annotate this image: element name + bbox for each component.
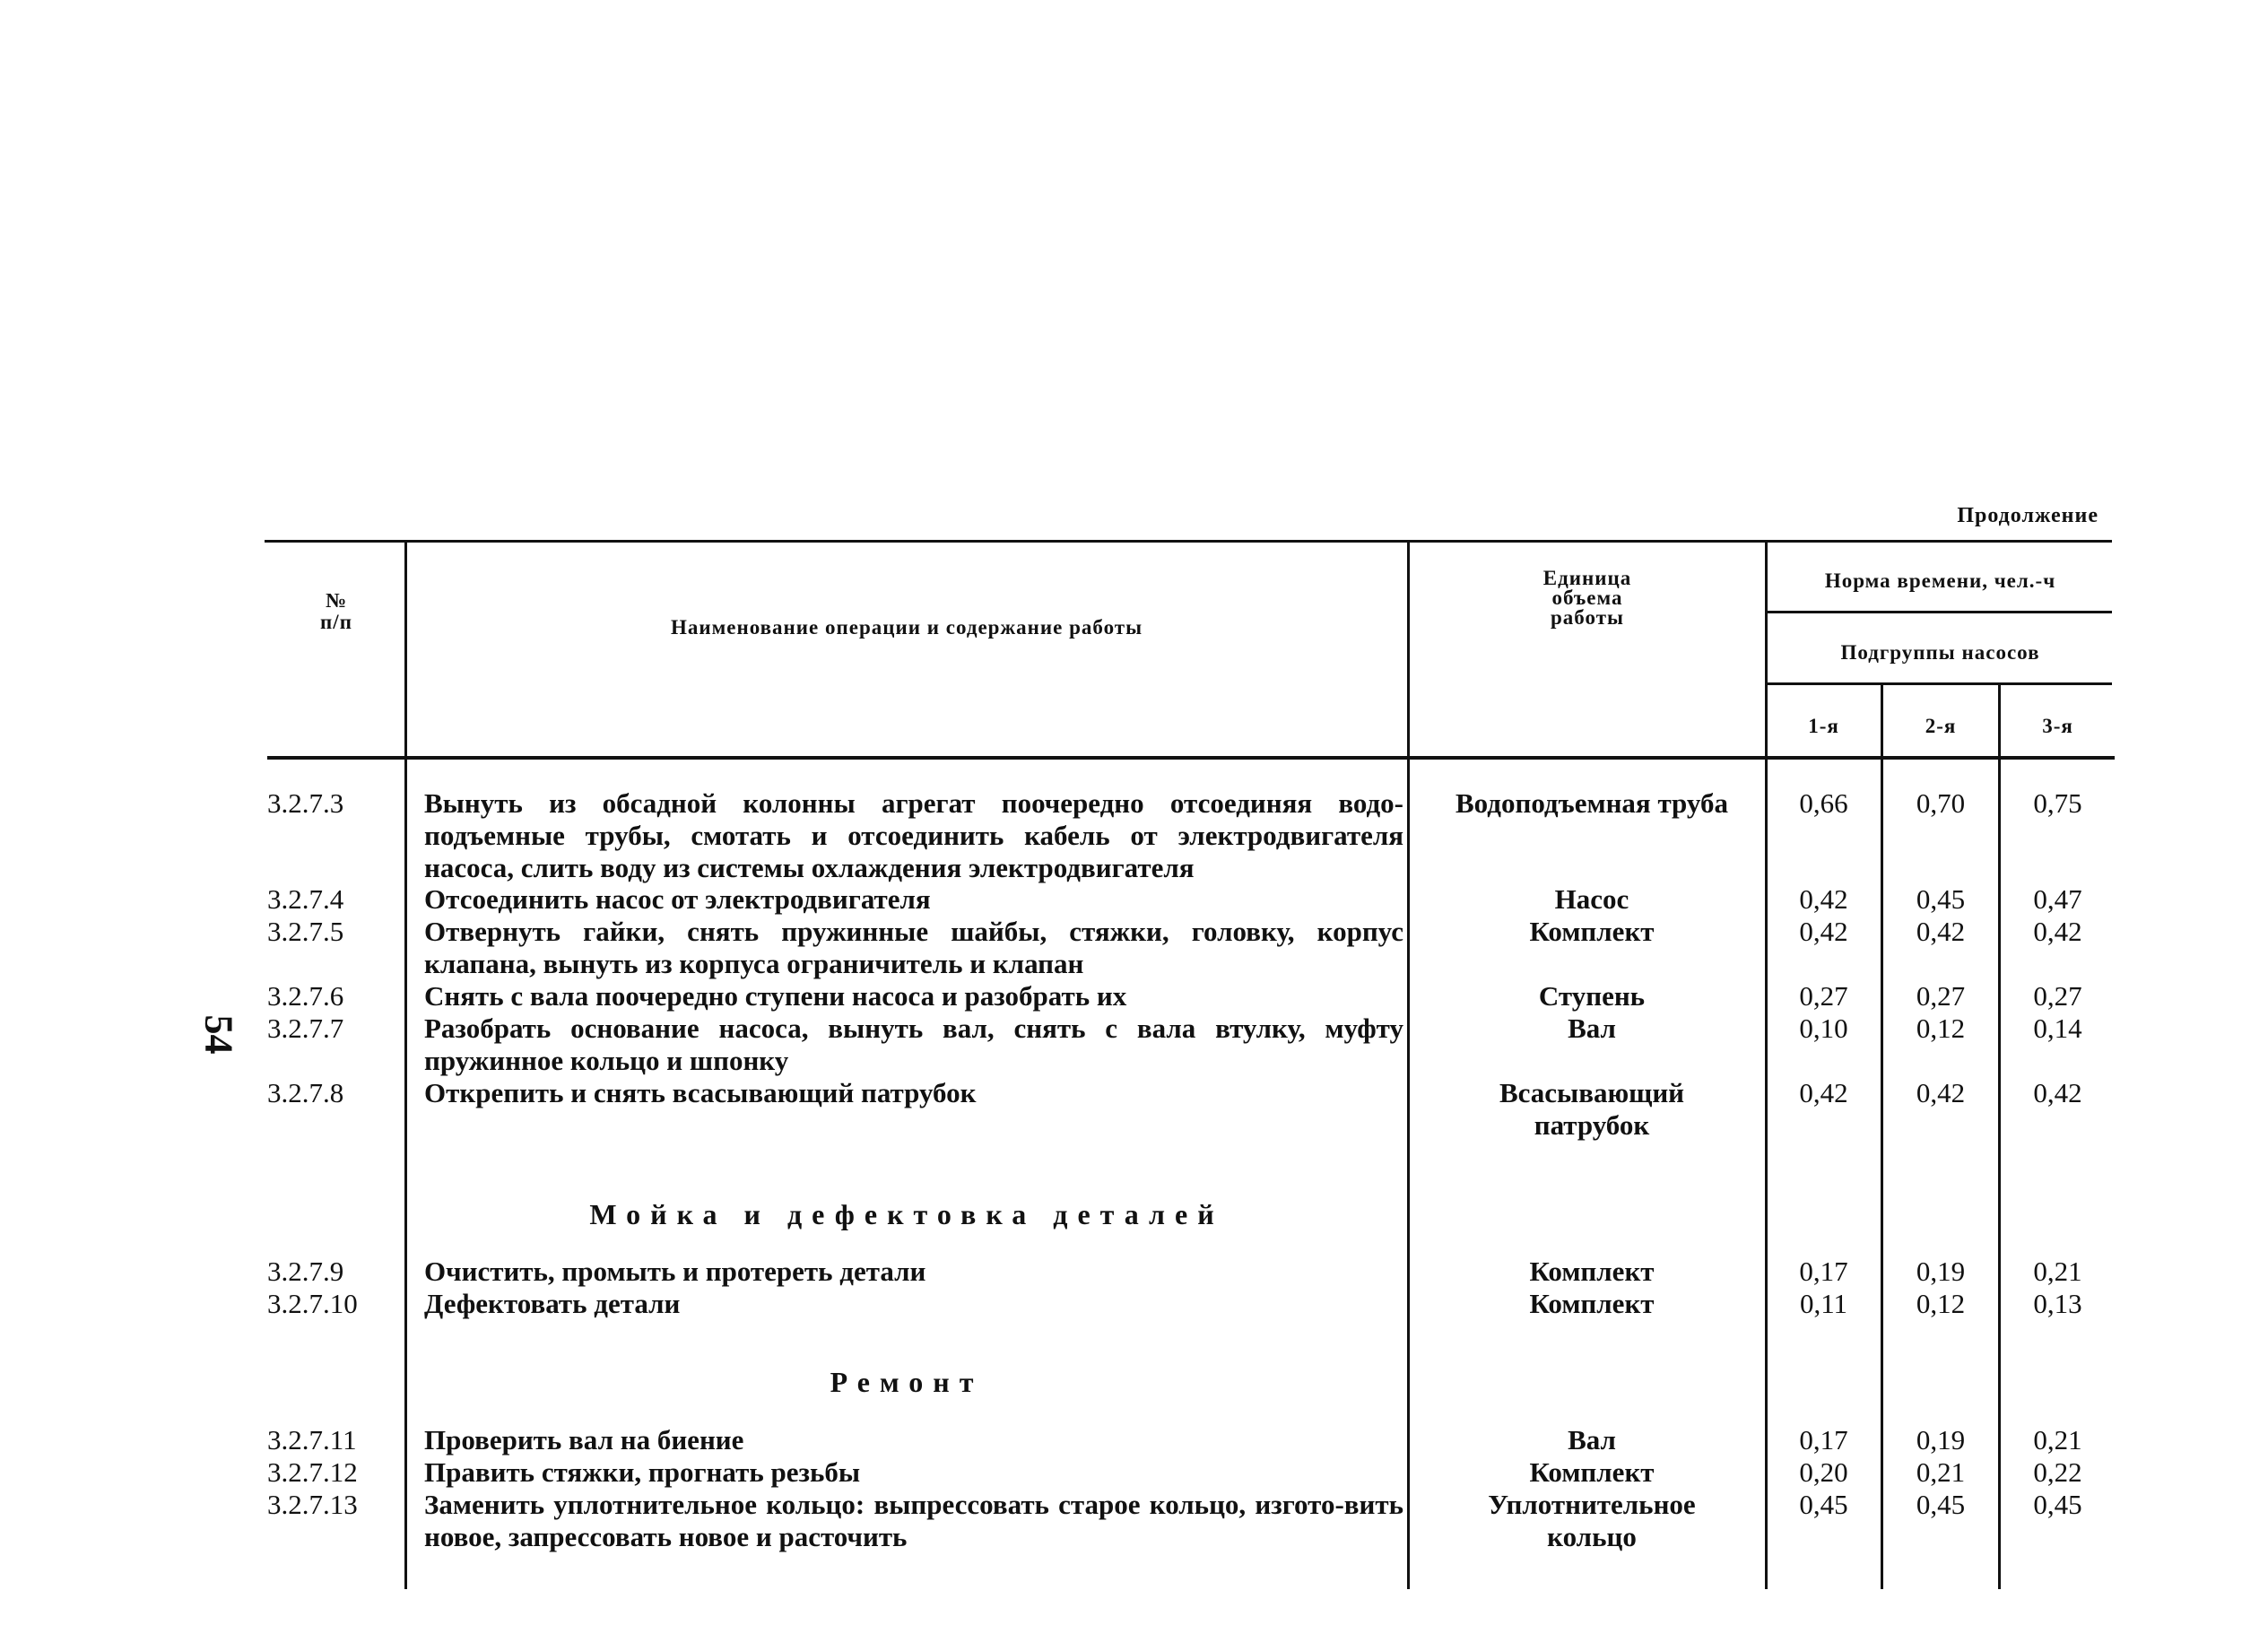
col-divider-1 (404, 540, 407, 1589)
continuation-label: Продолжение (1957, 504, 2099, 527)
header-norm: Норма времени, чел.-ч (1824, 569, 2056, 592)
row-unit: Комплект (1529, 916, 1655, 947)
row-number: 3.2.7.5 (267, 916, 344, 947)
row-number: 3.2.7.3 (267, 787, 344, 819)
row-value-1: 0,42 (1799, 883, 1848, 915)
row-value-2: 0,42 (1916, 1077, 1966, 1108)
row-number: 3.2.7.13 (267, 1489, 358, 1520)
row-value-2: 0,12 (1916, 1012, 1966, 1044)
row-value-2: 0,45 (1916, 883, 1966, 915)
row-value-3: 0,21 (2033, 1256, 2082, 1287)
row-unit: Уплотнительное кольцо (1488, 1489, 1696, 1552)
row-text: Открепить и снять всасывающий патрубок (424, 1077, 977, 1108)
header-bottom-rule (267, 756, 2115, 760)
row-number: 3.2.7.8 (267, 1077, 344, 1108)
row-text: Снять с вала поочередно ступени насоса и разобрать их (424, 980, 1127, 1012)
row-value-3: 0,42 (2033, 1077, 2082, 1108)
row-unit: Комплект (1529, 1288, 1655, 1319)
row-value-3: 0,14 (2033, 1012, 2082, 1044)
row-value-3: 0,22 (2033, 1456, 2082, 1488)
row-unit: Всасывающий патрубок (1499, 1077, 1685, 1141)
header-subgroups: Подгруппы насосов (1840, 641, 2040, 664)
row-text: Отсоединить насос от электродвигателя (424, 883, 931, 915)
row-value-2: 0,45 (1916, 1489, 1966, 1520)
row-text: Дефектовать детали (424, 1288, 681, 1319)
row-unit: Ступень (1538, 980, 1646, 1012)
row-value-3: 0,47 (2033, 883, 2082, 915)
table-top-rule (265, 540, 2112, 543)
row-value-2: 0,27 (1916, 980, 1966, 1012)
header-name: Наименование операции и содержание работы (670, 616, 1143, 639)
subgroup-rule (1765, 682, 2112, 685)
row-value-1: 0,42 (1799, 916, 1848, 947)
row-number: 3.2.7.11 (267, 1424, 357, 1455)
row-value-2: 0,70 (1916, 787, 1966, 819)
norm-rule (1765, 611, 2112, 613)
section-heading-wash: Мойка и дефектовка деталей (589, 1198, 1224, 1230)
header-group-3: 3-я (2042, 715, 2073, 737)
row-value-3: 0,21 (2033, 1424, 2082, 1455)
row-value-1: 0,17 (1799, 1424, 1848, 1455)
row-text: Вынуть из обсадной колонны агрегат поочередно отсоединяя водо-подъемные трубы, смотать и отсоединить кабель от электродвигателя насоса, слить воду из системы охлаждения электродвигателя (424, 787, 1403, 883)
row-text: Очистить, промыть и протереть детали (424, 1256, 926, 1287)
header-unit: Единица объема работы (1542, 567, 1632, 629)
header-num: № п/п (320, 589, 352, 633)
row-value-1: 0,10 (1799, 1012, 1848, 1044)
row-unit: Вал (1568, 1424, 1616, 1455)
row-value-2: 0,21 (1916, 1456, 1966, 1488)
row-unit: Вал (1568, 1012, 1616, 1044)
row-unit: Комплект (1529, 1456, 1655, 1488)
section-heading-repair: Ремонт (830, 1366, 984, 1398)
row-text: Править стяжки, прогнать резьбы (424, 1456, 861, 1488)
row-value-3: 0,13 (2033, 1288, 2082, 1319)
row-number: 3.2.7.4 (267, 883, 344, 915)
row-number: 3.2.7.12 (267, 1456, 358, 1488)
row-value-3: 0,45 (2033, 1489, 2082, 1520)
header-group-2: 2-я (1925, 715, 1957, 737)
header-group-1: 1-я (1808, 715, 1839, 737)
row-value-2: 0,12 (1916, 1288, 1966, 1319)
row-value-3: 0,27 (2033, 980, 2082, 1012)
row-value-2: 0,42 (1916, 916, 1966, 947)
row-text: Проверить вал на биение (424, 1424, 744, 1455)
row-unit: Водоподъемная труба (1456, 787, 1728, 819)
row-value-1: 0,27 (1799, 980, 1848, 1012)
row-value-3: 0,75 (2033, 787, 2082, 819)
row-value-1: 0,42 (1799, 1077, 1848, 1108)
row-text: Отвернуть гайки, снять пружинные шайбы, стяжки, головку, корпус клапана, вынуть из корпуса ограничитель и клапан (424, 916, 1403, 979)
row-value-1: 0,17 (1799, 1256, 1848, 1287)
row-unit: Насос (1554, 883, 1629, 915)
row-number: 3.2.7.9 (267, 1256, 344, 1287)
row-value-1: 0,11 (1799, 1288, 1848, 1319)
row-number: 3.2.7.7 (267, 1012, 344, 1044)
page-number: 54 (196, 1014, 241, 1055)
row-text: Разобрать основание насоса, вынуть вал, снять с вала втулку, муфту пружинное кольцо и шпонку (424, 1012, 1403, 1076)
row-number: 3.2.7.6 (267, 980, 344, 1012)
row-unit: Комплект (1529, 1256, 1655, 1287)
row-value-2: 0,19 (1916, 1256, 1966, 1287)
row-value-1: 0,66 (1799, 787, 1848, 819)
row-value-1: 0,20 (1799, 1456, 1848, 1488)
col-divider-2 (1407, 540, 1410, 1589)
row-value-2: 0,19 (1916, 1424, 1966, 1455)
row-value-1: 0,45 (1799, 1489, 1848, 1520)
row-number: 3.2.7.10 (267, 1288, 358, 1319)
row-text: Заменить уплотнительное кольцо: выпрессовать старое кольцо, изгото-вить новое, запрессовать новое и расточить (424, 1489, 1403, 1552)
row-value-3: 0,42 (2033, 916, 2082, 947)
